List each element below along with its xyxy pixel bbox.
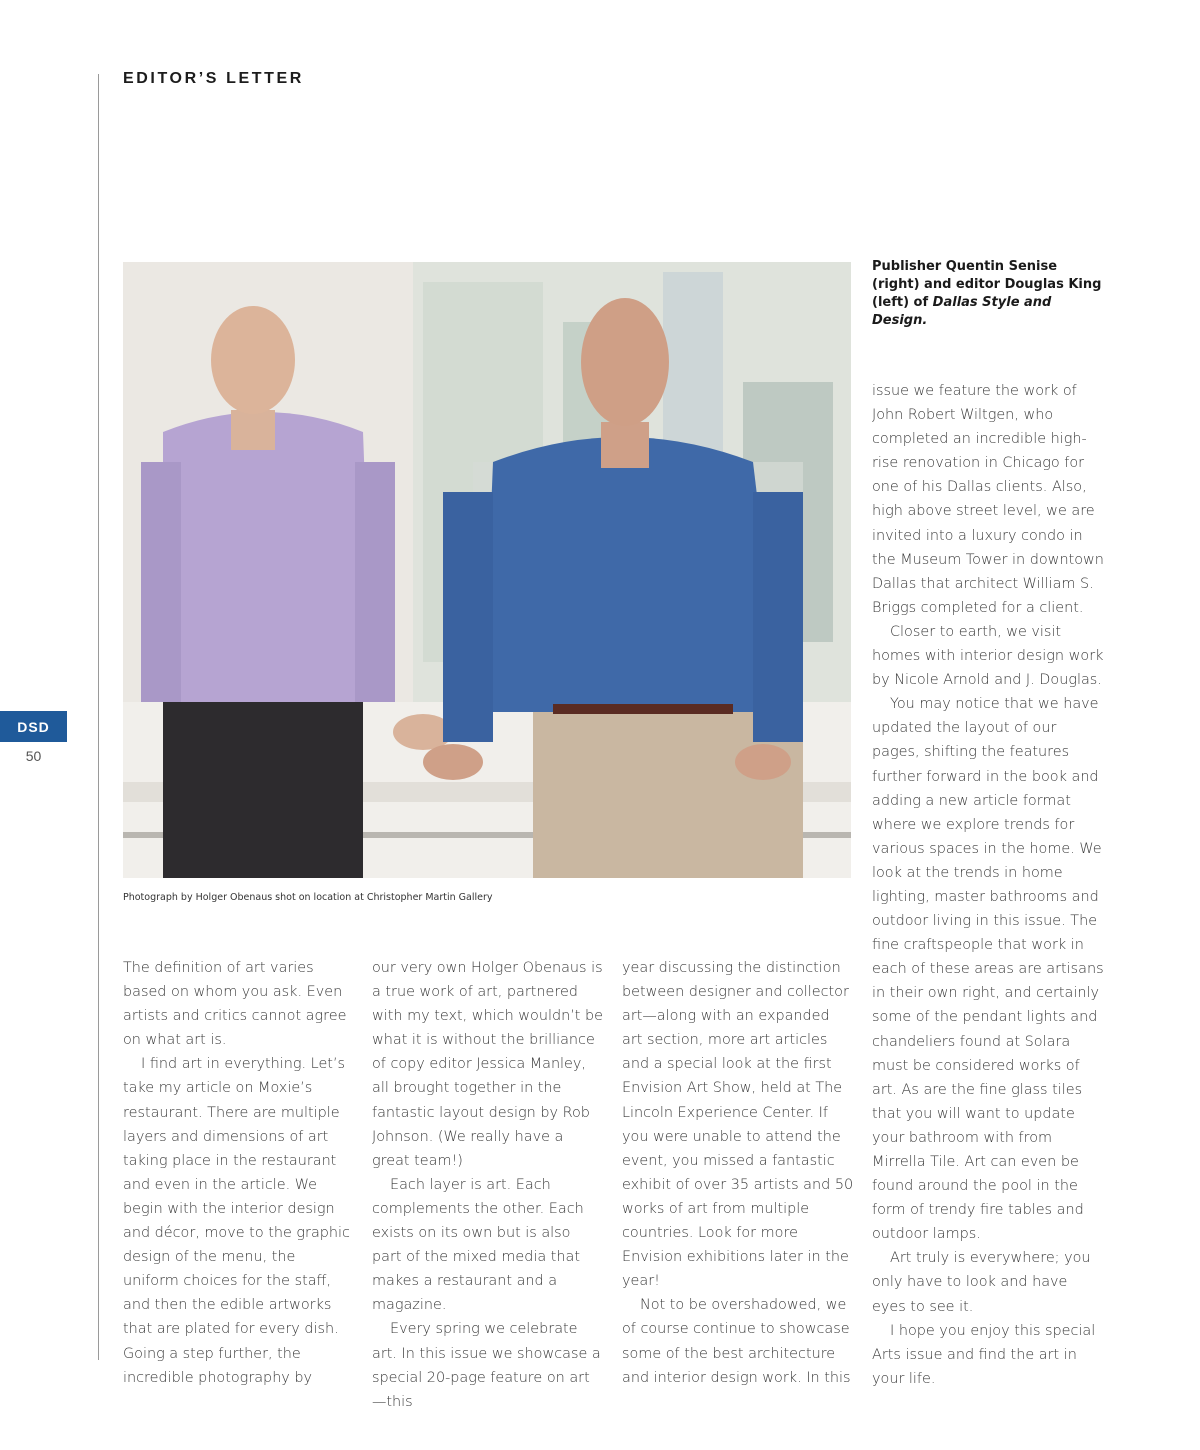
article-column-3	[622, 956, 854, 1390]
paragraph: year discussing the distinction between designer and collector art—along with an expanded art section, more art articles and a special look at the first Envision Art Show, held at The Lincoln Experience Center. If you were unable to attend the event, you missed a fantastic exhibit of over 35 artists and 50 works of art from multiple countries. Look for more Envision exhibitions later in the year!	[622, 960, 854, 1290]
paragraph: I find art in everything. Let’s take my article on Moxie’s restaurant. There are multiple layers and dimensions of art taking place in the restaurant and even in the article. We begin with the interior design and décor, move to the graphic design of the menu, the uniform choices for the staff, and then the edible artworks that are plated for every dish. Going a step further, the incredible photography by	[123, 1056, 350, 1386]
photo-credit: Photograph by Holger Obenaus shot on location at Christopher Martin Gallery	[123, 892, 493, 903]
paragraph: issue we feature the work of John Robert Wiltgen, who completed an incredible high-rise renovation in Chicago for one of his Dallas clients. Also, high above street level, we are invited into a luxury condo in the Museum Tower in downtown Dallas that architect William S. Briggs completed for a client.	[872, 383, 1104, 616]
photo-caption	[872, 258, 1102, 330]
paragraph: Every spring we celebrate art. In this issue we showcase a special 20-page feature on art—this	[372, 1321, 601, 1410]
caption-publication: Dallas Style and Design.	[872, 295, 1052, 328]
page-number: 50	[25, 748, 42, 764]
caption-text: Publisher Quentin Senise (right) and editor Douglas King (left) of	[872, 259, 1102, 310]
article-column-2	[372, 956, 604, 1414]
article-column-1	[123, 956, 355, 1390]
paragraph: Each layer is art. Each complements the other. Each exists on its own but is also part of the mixed media that makes a restaurant and a magazine.	[372, 1176, 584, 1314]
paragraph: You may notice that we have updated the layout of our pages, shifting the features further forward in the book and adding a new article format where we explore trends for various spaces in the home. We look at the trends in home lighting, master bathrooms and outdoor living in this issue. The fine craftspeople that work in each of these areas are artisans in their own right, and certainly some of the pendant lights and chandeliers found at Solara must be considered works of art. As are the fine glass tiles that you will want to update your bathroom with from Mirrella Tile. Art can even be found around the pool in the form of trendy fire tables and outdoor lamps.	[872, 696, 1104, 1243]
article-column-4	[872, 379, 1104, 1391]
margin-rule	[98, 74, 99, 1360]
paragraph: Art truly is everywhere; you only have to look and have eyes to see it.	[872, 1250, 1091, 1315]
paragraph: Closer to earth, we visit homes with interior design work by Nicole Arnold and J. Douglas.	[872, 623, 1104, 689]
paragraph: Not to be overshadowed, we of course continue to showcase some of the best architecture and interior design work. In this	[622, 1297, 851, 1386]
folio-tab: DSD	[0, 711, 67, 742]
paragraph: I hope you enjoy this special Arts issue and find the art in your life.	[872, 1322, 1096, 1387]
paragraph: our very own Holger Obenaus is a true work of art, partnered with my text, which wouldn’t be what it is without the brilliance of copy editor Jessica Manley, all brought together in the fantastic layout design by Rob Johnson. (We really have a great team!)	[372, 960, 603, 1169]
photo-illustration	[123, 262, 851, 878]
section-title: EDITOR’S LETTER	[123, 70, 304, 87]
paragraph: The definition of art varies based on whom you ask. Even artists and critics cannot agree on what art is.	[123, 960, 347, 1049]
editors-photo	[123, 262, 851, 878]
